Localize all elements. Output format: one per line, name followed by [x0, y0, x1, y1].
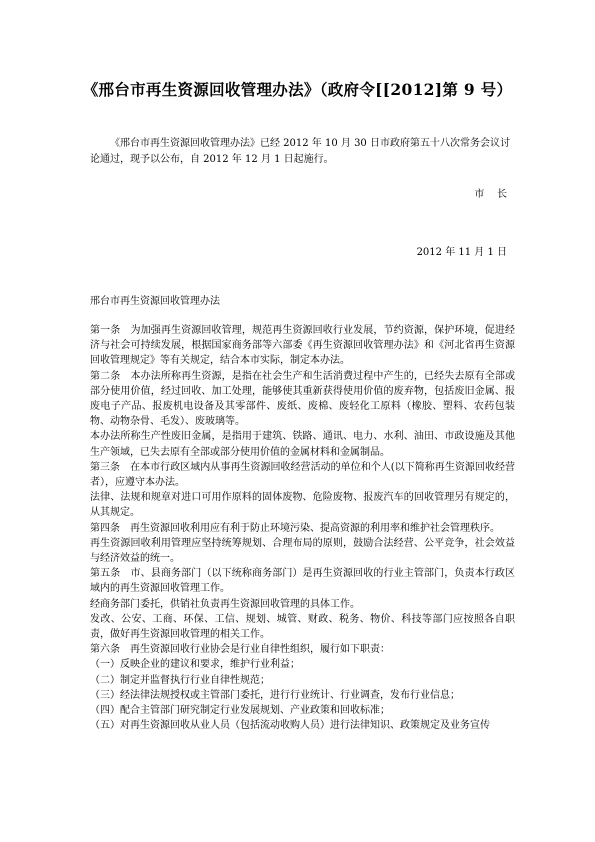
- article-paragraph: 再生资源回收利用管理应坚持统筹规划、合理布局的原则，鼓励合法经营、公平竞争，社会效益与经济效益的统一。: [90, 537, 515, 565]
- list-item: （一）反映企业的建议和要求，维护行业利益；: [90, 659, 300, 671]
- article-paragraph: 经商务部门委托，供销社负责再生资源回收管理的具体工作。: [90, 598, 360, 610]
- article-paragraph: 第二条 本办法所称再生资源，是指在社会生产和生活消费过程中产生的，已经失去原有全部或部分使用价值，经过回收、加工处理，能够使其重新获得使用价值的废弃物，包括废旧金属、报废电子产品、报废机电设备及其零部件、废纸、废棉、废轻化工原料（橡胶、塑料、农药包装物、动物杂骨、毛发）、废玻璃等。: [90, 370, 515, 428]
- page-title: 《邢台市再生资源回收管理办法》（政府令[[2012]第 9 号）: [82, 80, 513, 99]
- article-paragraph: 第四条 再生资源回收利用应有利于防止环境污染、提高资源的利用率和维护社会管理秩序。: [90, 522, 500, 534]
- document-body: [90, 323, 515, 733]
- article-paragraph: 第一条 为加强再生资源回收管理，规范再生资源回收行业发展，节约资源，保护环境，促进经济与社会可持续发展，根据国家商务部等六部委《再生资源回收管理办法》和《河北省再生资源回收管理规定》等有关规定，结合本市实际，制定本办法。: [90, 325, 515, 367]
- article-paragraph: 第三条 在本市行政区域内从事再生资源回收经营活动的单位和个人(以下简称再生资源回收经营者），应遵守本办法。: [90, 461, 515, 489]
- document-heading: 邢台市再生资源回收管理办法: [90, 296, 220, 307]
- list-item: （五）对再生资源回收从业人员（包括流动收购人员）进行法律知识、政策规定及业务宣传: [90, 720, 490, 732]
- article-paragraph: 法律、法规和规章对进口可用作原料的固体废物、危险废物、报废汽车的回收管理另有规定的，从其规定。: [90, 492, 515, 519]
- article-paragraph: 第五条 市、县商务部门（以下统称商务部门）是再生资源回收的行业主管部门，负责本行政区域内的再生资源回收管理工作。: [90, 568, 515, 595]
- issue-date: 2012 年 11 月 1 日: [416, 247, 507, 258]
- signature: 市 长: [474, 189, 507, 200]
- list-item: （三）经法律法规授权或主管部门委托，进行行业统计、行业调查，发布行业信息；: [90, 689, 460, 701]
- intro-paragraph: 《邢台市再生资源回收管理办法》已经 2012 年 10 月 30 日市政府第五十八次常务会议讨论通过，现予以公布，自 2012 年 12 月 1 日起施行。: [90, 138, 510, 165]
- list-item: （四）配合主管部门研究制定行业发展规划、产业政策和回收标准；: [90, 705, 390, 717]
- article-paragraph: 第六条 再生资源回收行业协会是行业自律性组织，履行如下职责：: [90, 644, 390, 656]
- article-paragraph: 发改、公安、工商、环保、工信、规划、城管、财政、税务、物价、科技等部门应按照各自职责，做好再生资源回收管理的相关工作。: [90, 613, 515, 641]
- article-paragraph: 本办法所称生产性废旧金属，是指用于建筑、铁路、通讯、电力、水利、油田、市政设施及其他生产领域，已失去原有全部或部分使用价值的金属材料和金属制品。: [90, 431, 515, 458]
- list-item: （二）制定并监督执行行业自律性规范；: [90, 674, 270, 686]
